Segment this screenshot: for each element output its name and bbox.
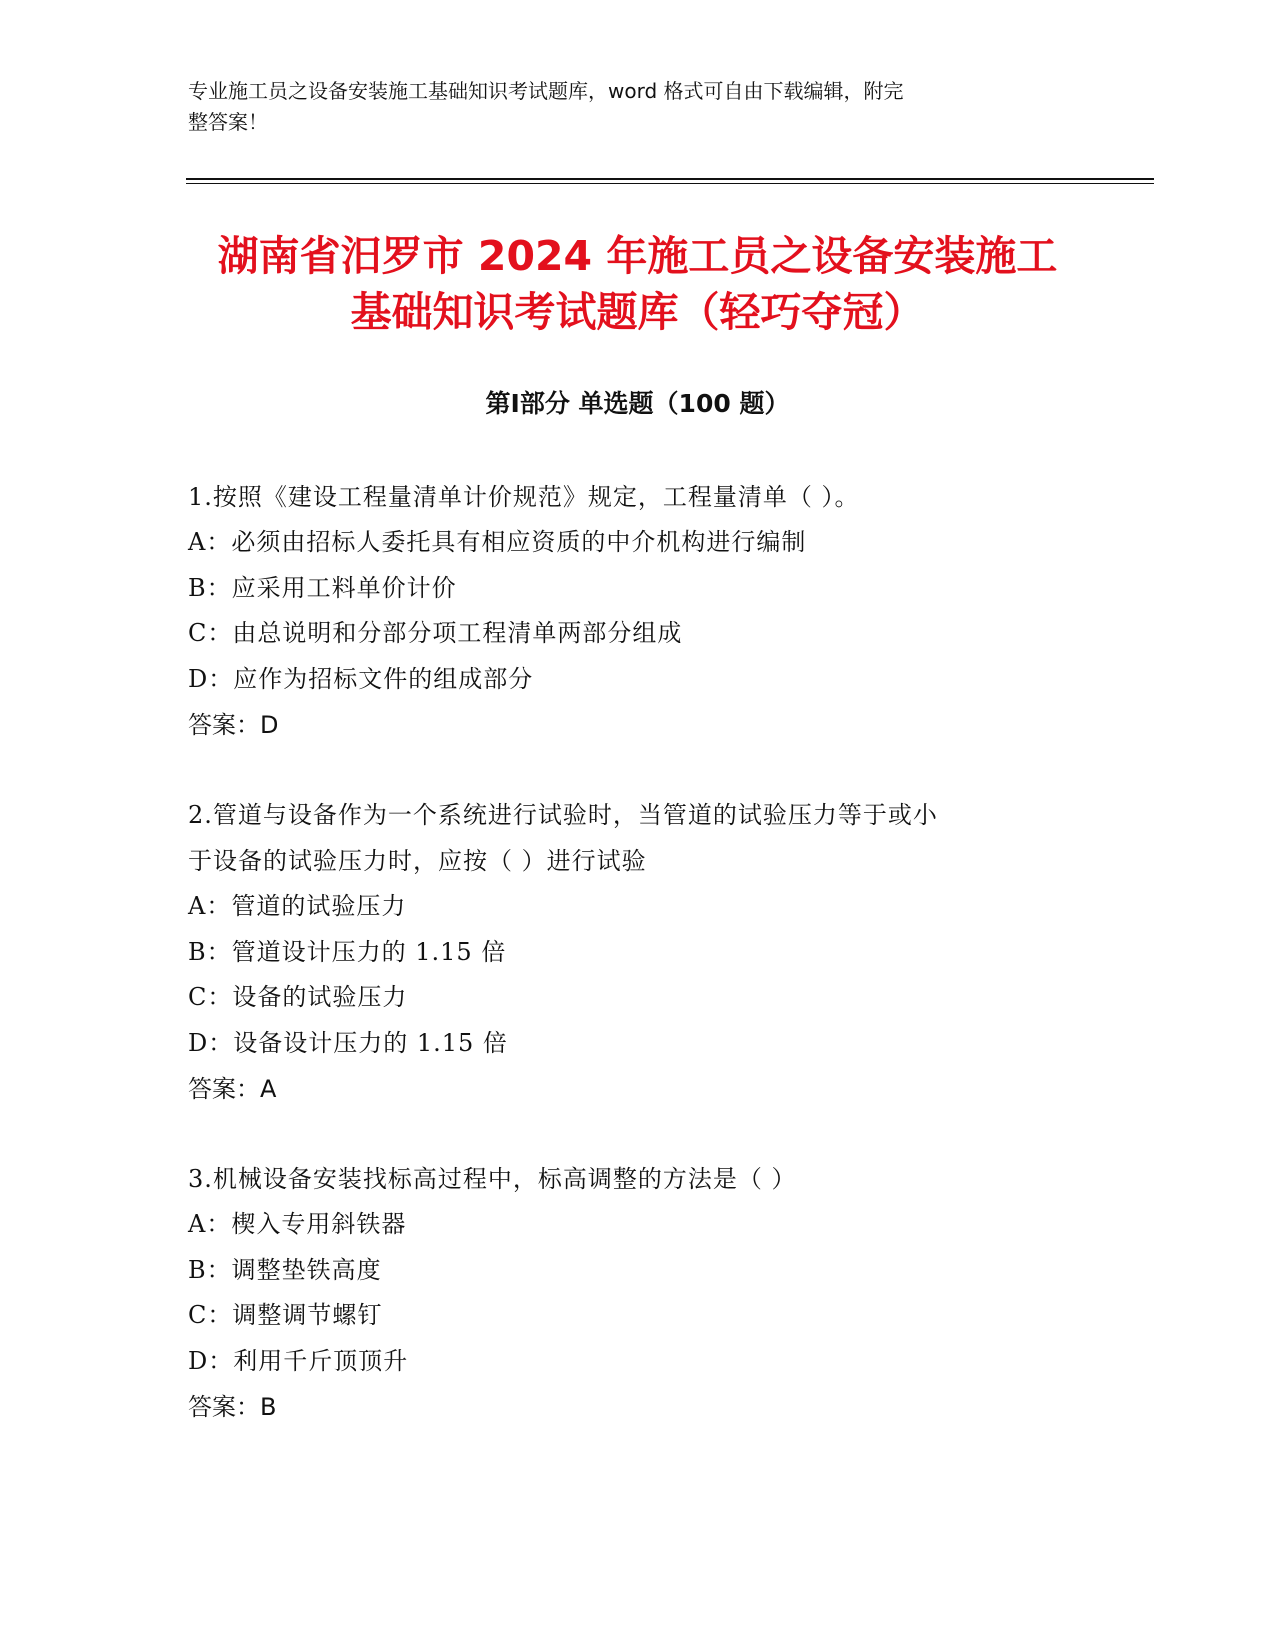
option-d: D：应作为招标文件的组成部分: [188, 664, 534, 693]
question-2: [188, 792, 1088, 1112]
question-3: [188, 1156, 1088, 1430]
header-divider: [186, 178, 1154, 184]
option-c: C：由总说明和分部分项工程清单两部分组成: [188, 619, 683, 647]
document-title: [150, 228, 1125, 340]
option-a: A：楔入专用斜铁器: [188, 1210, 407, 1238]
option-d: D：设备设计压力的 1.15 倍: [188, 1028, 508, 1057]
option-c: C：设备的试验压力: [188, 983, 408, 1011]
header-note-line-1: 专业施工员之设备安装施工基础知识考试题库，word 格式可自由下载编辑，附完: [188, 79, 904, 103]
question-1: [188, 474, 1088, 748]
question-stem-line-1: 2.管道与设备作为一个系统进行试验时，当管道的试验压力等于或小: [188, 801, 938, 829]
question-stem: 1.按照《建设工程量清单计价规范》规定，工程量清单（ ）。: [188, 483, 860, 511]
answer: 答案：D: [188, 711, 279, 739]
answer: 答案：A: [188, 1075, 277, 1103]
document-title-line-1: 湖南省汨罗市 2024 年施工员之设备安装施工: [217, 232, 1058, 280]
option-c: C：调整调节螺钉: [188, 1301, 383, 1329]
option-a: A：管道的试验压力: [188, 892, 407, 920]
option-b: B：管道设计压力的 1.15 倍: [188, 937, 507, 966]
document-title-line-2: 基础知识考试题库（轻巧夺冠）: [350, 288, 925, 336]
option-b: B：调整垫铁高度: [188, 1255, 382, 1284]
option-b: B：应采用工料单价计价: [188, 573, 457, 602]
question-stem: 3.机械设备安装找标高过程中，标高调整的方法是（ ）: [188, 1165, 797, 1193]
option-d: D：利用千斤顶顶升: [188, 1346, 409, 1375]
section-heading: 第Ⅰ部分 单选题（100 题）: [485, 389, 790, 418]
question-stem-line-2: 于设备的试验压力时，应按（ ）进行试验: [188, 847, 647, 875]
header-note: [188, 76, 1068, 138]
option-a: A：必须由招标人委托具有相应资质的中介机构进行编制: [188, 528, 807, 556]
header-note-line-2: 整答案！: [188, 110, 268, 134]
answer: 答案：B: [188, 1393, 277, 1421]
